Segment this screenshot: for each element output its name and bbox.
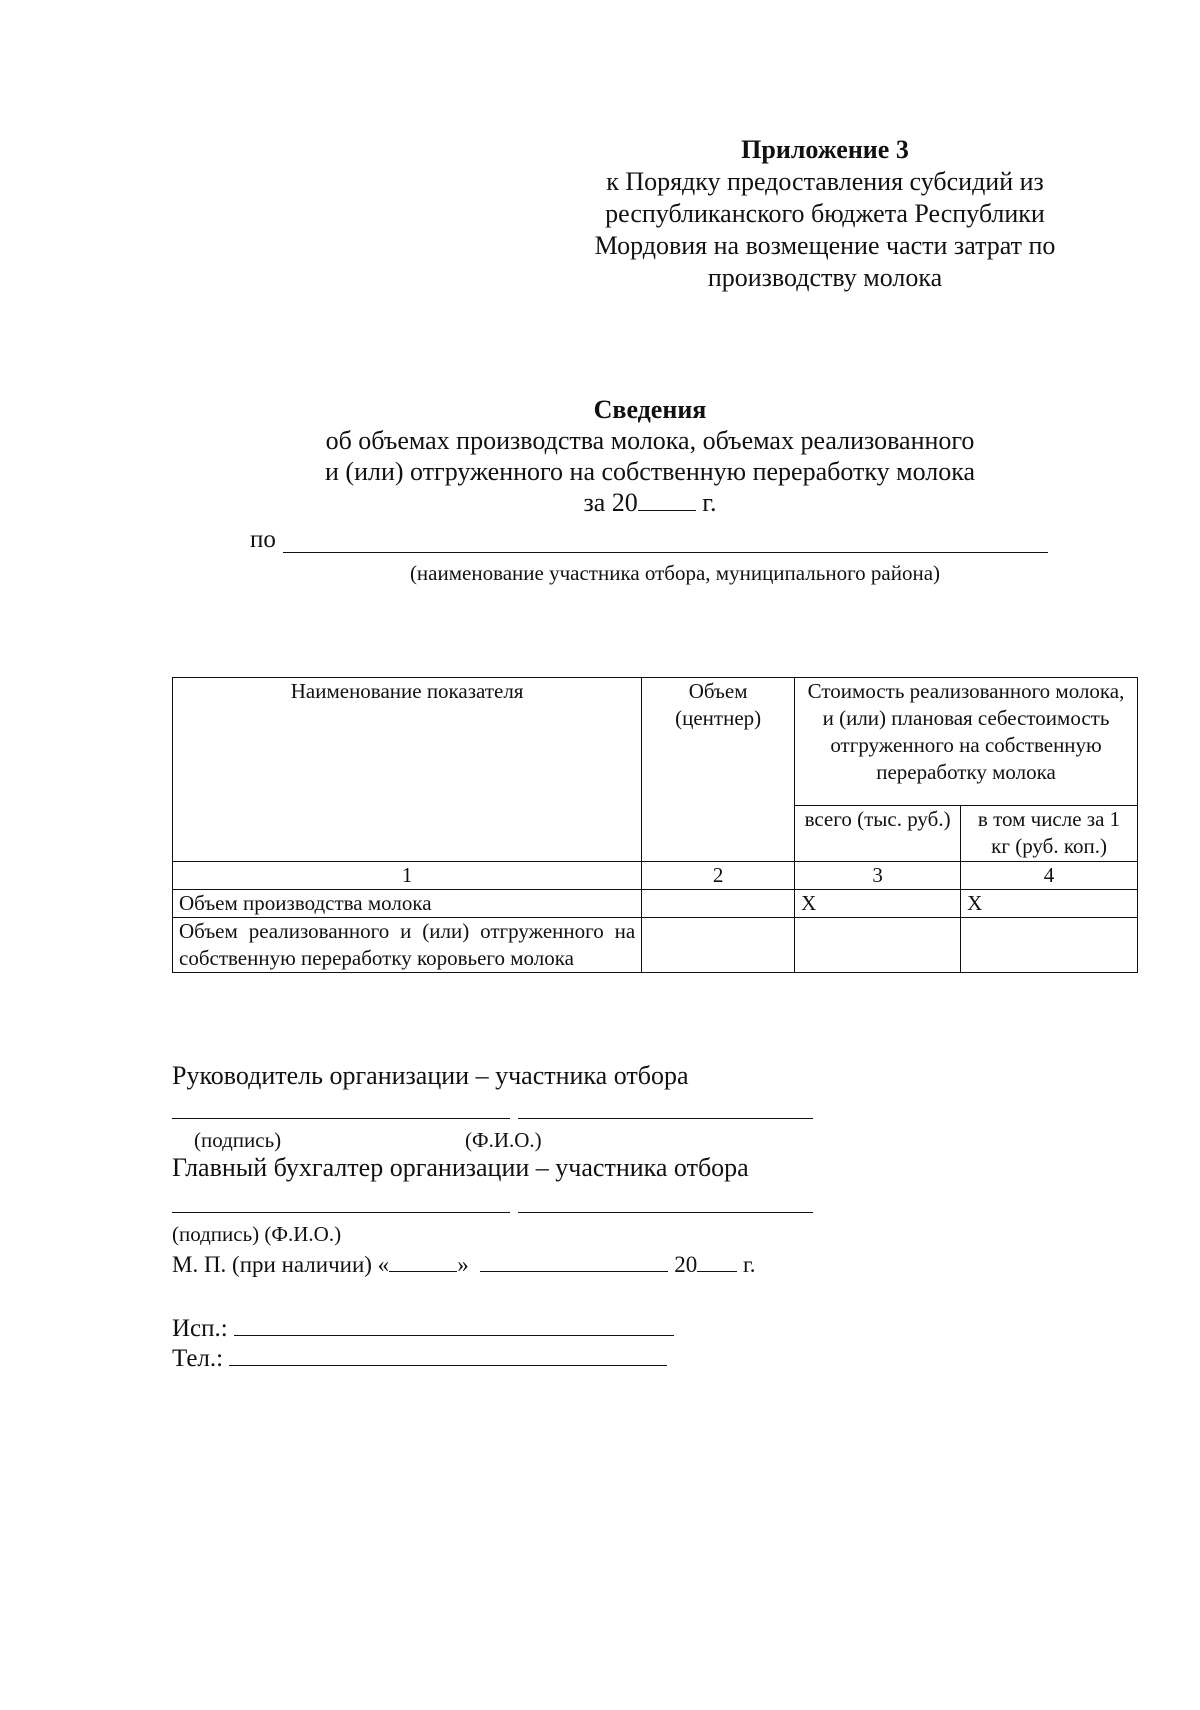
column-number: 1	[173, 862, 642, 890]
year-blank-field[interactable]	[638, 490, 696, 511]
head-fio-field[interactable]	[518, 1118, 813, 1119]
signature-label: (подпись)	[194, 1128, 282, 1152]
phone-line	[172, 1343, 667, 1374]
stamp-date-line	[172, 1249, 756, 1280]
column-number: 4	[961, 862, 1138, 890]
fio-label: (Ф.И.О.)	[465, 1128, 542, 1152]
accountant-fio-field[interactable]	[518, 1212, 813, 1213]
data-table	[172, 677, 1138, 973]
stamp-prefix: М. П. (при наличии) «	[172, 1252, 390, 1277]
table-header-row	[173, 678, 1138, 806]
row-name: Объем производства молока	[173, 890, 642, 918]
head-title: Руководитель организации – участника отбора	[172, 1061, 689, 1090]
accountant-labels: (подпись) (Ф.И.О.)	[172, 1222, 342, 1246]
accountant-signature-field[interactable]	[172, 1212, 510, 1213]
year-prefix: за 20	[583, 488, 638, 517]
phone-label: Тел.:	[172, 1345, 224, 1372]
column-number: 3	[795, 862, 961, 890]
phone-field[interactable]	[229, 1343, 667, 1366]
row-volume-cell[interactable]	[642, 918, 795, 973]
document-heading	[200, 394, 1100, 518]
stamp-mid: »	[457, 1252, 469, 1277]
header-total: всего (тыс. руб.)	[795, 806, 961, 862]
appendix-line: производству молока	[707, 263, 943, 292]
table-number-row	[173, 862, 1138, 890]
appendix-title: Приложение 3	[741, 135, 909, 164]
appendix-line: к Порядку предоставления субсидий из	[606, 167, 1044, 196]
accountant-title: Главный бухгалтер организации – участника отбора	[172, 1153, 749, 1182]
stamp-suffix: г.	[737, 1252, 756, 1277]
row-total-cell[interactable]	[795, 918, 961, 973]
row-name: Объем реализованного и (или) отгруженного на собственную переработку коровьего молока	[173, 918, 642, 973]
row-volume-cell[interactable]	[642, 890, 795, 918]
recipient-caption: (наименование участника отбора, муниципального района)	[409, 561, 941, 585]
stamp-year-field[interactable]	[697, 1249, 737, 1272]
stamp-year: 20	[674, 1252, 698, 1277]
column-number: 2	[642, 862, 795, 890]
recipient-name-field[interactable]	[283, 552, 1048, 553]
day-field[interactable]	[389, 1249, 457, 1272]
document-title: Сведения	[593, 395, 707, 424]
header-volume: Объем (центнер)	[642, 678, 795, 862]
appendix-line: республиканского бюджета Республики	[605, 199, 1045, 228]
appendix-line: Мордовия на возмещение части затрат по	[594, 231, 1056, 260]
table-row	[173, 918, 1138, 973]
row-total-cell: Х	[795, 890, 961, 918]
head-signature-field[interactable]	[172, 1118, 510, 1119]
row-per-kg-cell: Х	[961, 890, 1138, 918]
month-field[interactable]	[480, 1249, 668, 1272]
header-per-kg: в том числе за 1 кг (руб. коп.)	[961, 806, 1138, 862]
appendix-header	[545, 134, 1105, 294]
year-suffix: г.	[695, 488, 717, 517]
heading-line: об объемах производства молока, объемах реализованного	[325, 426, 975, 455]
row-per-kg-cell[interactable]	[961, 918, 1138, 973]
executor-label: Исп.:	[172, 1315, 228, 1342]
executor-line	[172, 1313, 674, 1344]
executor-field[interactable]	[234, 1313, 674, 1336]
year-line	[200, 487, 1100, 518]
recipient-prefix: по	[250, 526, 276, 553]
heading-line: и (или) отгруженного на собственную переработку молока	[325, 457, 975, 486]
header-indicator: Наименование показателя	[173, 678, 642, 862]
table-row	[173, 890, 1138, 918]
header-cost: Стоимость реализованного молока, и (или) плановая себестоимость отгруженного на собственную переработку молока	[795, 678, 1138, 806]
